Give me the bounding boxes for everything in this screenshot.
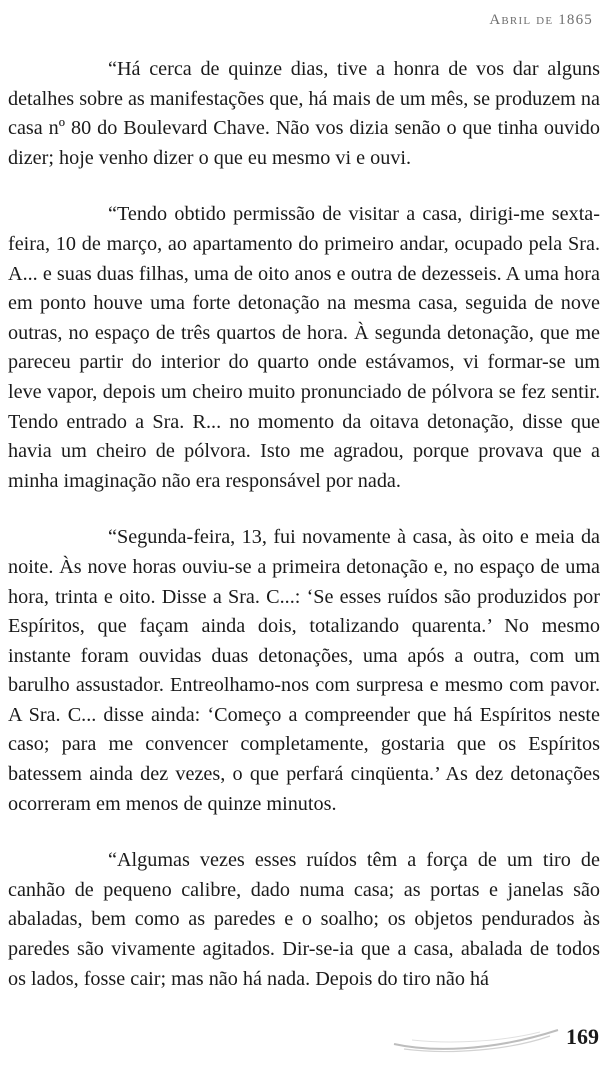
page-number: 169: [566, 1024, 599, 1049]
paragraph-2: “Tendo obtido permissão de visitar a casa, dirigi-me sexta-feira, 10 de março, ao apartamento do primeiro andar, ocupado pela Sra. A... e suas duas filhas, uma de oito anos e outra de dezesseis. A uma hora em ponto houve uma forte detonação na mesma casa, seguida de nove outras, no espaço de três quartos de hora. À segunda detonação, que me pareceu partir do interior do quarto onde estávamos, vi formar-se um leve vapor, depois um cheiro muito pronunciado de pólvora se fez sentir. Tendo entrado a Sra. R... no momento da oitava detonação, disse que havia um cheiro de pólvora. Isto me agradou, porque provava que a minha imaginação não era responsável por nada.: [8, 203, 600, 492]
main-text: [8, 55, 600, 1021]
paragraph-3: “Segunda-feira, 13, fui novamente à casa, às oito e meia da noite. Às nove horas ouviu-se a primeira detonação e, no espaço de uma hora, trinta e oito. Disse a Sra. C...: ‘Se esses ruídos são produzidos por Espíritos, que façam ainda dois, totalizando quarenta.’ No mesmo instante foram ouvidas duas detonações, uma após a outra, com um barulho assustador. Entreolhamo-nos com surpresa e mesmo com pavor. A Sra. C... disse ainda: ‘Começo a compreender que há Espíritos neste caso; para me convencer completamente, gostaria que os Espíritos batessem ainda dez vezes, o que perfará cinqüenta.’ As dez detonações ocorreram em menos de quinze minutos.: [8, 526, 600, 815]
paragraph-4: “Algumas vezes esses ruídos têm a força de um tiro de canhão de pequeno calibre, dado numa casa; as portas e janelas são abaladas, bem como as paredes e o soalho; os objetos pendurados às paredes são vivamente agitados. Dir-se-ia que a casa, abalada de todos os lados, fosse cair; mas não há nada. Depois do tiro não há: [8, 849, 600, 990]
paragraph-1: “Há cerca de quinze dias, tive a honra de vos dar alguns detalhes sobre as manifestações que, há mais de um mês, se produzem na casa nº 80 do Boulevard Chave. Não vos dizia senão o que tinha ouvido dizer; hoje venho dizer o que eu mesmo vi e ouvi.: [8, 58, 600, 169]
footer-swoosh-ornament: [390, 1022, 560, 1056]
running-header: Abril de 1865: [489, 12, 593, 28]
page-footer: [0, 1018, 607, 1067]
